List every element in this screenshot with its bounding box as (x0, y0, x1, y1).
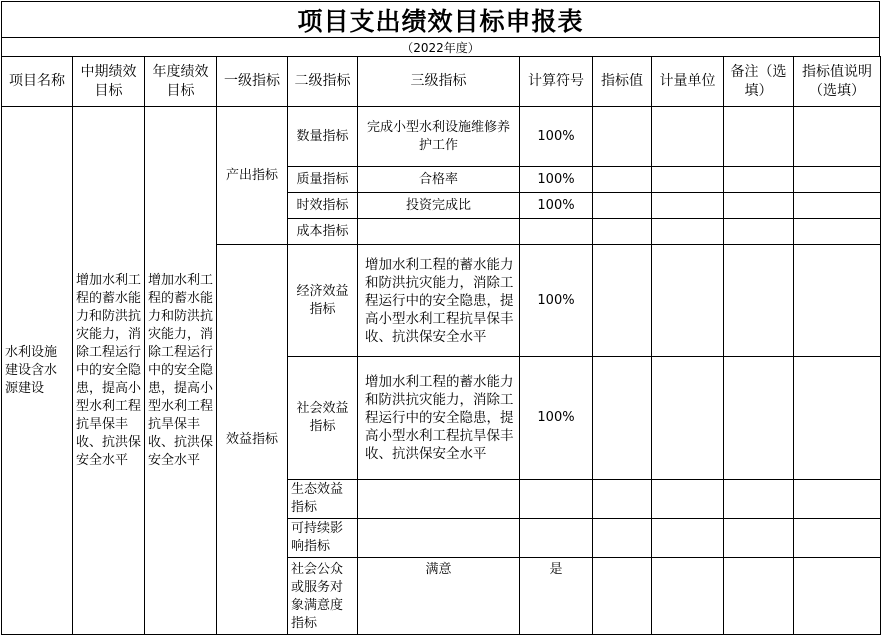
level3-cell: 完成小型水利设施维修养护工作 (358, 107, 520, 167)
remarks-cell[interactable] (724, 219, 794, 245)
unit-cell[interactable] (652, 193, 724, 219)
remarks-cell[interactable] (724, 519, 794, 558)
header-project-name: 项目名称 (2, 57, 73, 107)
remarks-cell[interactable] (724, 480, 794, 519)
level3-cell: 增加水利工程的蓄水能力和防洪抗灾能力，消除工程运行中的安全隐患，提高小型水利工程抗旱保丰收、抗洪保安全水平 (358, 245, 520, 357)
calc-symbol-cell (520, 219, 593, 245)
level2-cell: 社会公众或服务对象满意度指标 (288, 558, 358, 635)
value-note-cell[interactable] (794, 480, 881, 519)
form-year: （2022年度） (1, 37, 880, 57)
header-value-note: 指标值说明（选填） (794, 57, 881, 107)
header-annual-target: 年度绩效目标 (145, 57, 217, 107)
indicator-value-cell[interactable] (593, 193, 652, 219)
project-name-cell: 水利设施建设含水源建设 (2, 107, 73, 635)
level3-cell: 投资完成比 (358, 193, 520, 219)
indicator-value-cell[interactable] (593, 219, 652, 245)
remarks-cell[interactable] (724, 193, 794, 219)
value-note-cell[interactable] (794, 245, 881, 357)
remarks-cell[interactable] (724, 558, 794, 635)
table-row (2, 107, 881, 167)
unit-cell[interactable] (652, 107, 724, 167)
unit-cell[interactable] (652, 480, 724, 519)
level3-cell: 满意 (358, 558, 520, 635)
level2-cell: 时效指标 (288, 193, 358, 219)
level3-cell (358, 519, 520, 558)
header-unit: 计量单位 (652, 57, 724, 107)
level2-cell: 数量指标 (288, 107, 358, 167)
unit-cell[interactable] (652, 519, 724, 558)
indicator-value-cell[interactable] (593, 480, 652, 519)
level2-cell: 社会效益指标 (288, 357, 358, 480)
header-level1: 一级指标 (217, 57, 288, 107)
header-calc-symbol: 计算符号 (520, 57, 593, 107)
form-title: 项目支出绩效目标申报表 (1, 1, 880, 38)
level2-cell: 生态效益指标 (288, 480, 358, 519)
value-note-cell[interactable] (794, 519, 881, 558)
level2-cell: 质量指标 (288, 167, 358, 193)
calc-symbol-cell: 是 (520, 558, 593, 635)
value-note-cell[interactable] (794, 558, 881, 635)
calc-symbol-cell: 100% (520, 193, 593, 219)
unit-cell[interactable] (652, 167, 724, 193)
level2-cell: 成本指标 (288, 219, 358, 245)
indicator-value-cell[interactable] (593, 167, 652, 193)
level3-cell: 合格率 (358, 167, 520, 193)
value-note-cell[interactable] (794, 219, 881, 245)
header-row (2, 57, 881, 107)
header-remarks: 备注（选填） (724, 57, 794, 107)
level3-cell (358, 480, 520, 519)
unit-cell[interactable] (652, 357, 724, 480)
calc-symbol-cell: 100% (520, 357, 593, 480)
value-note-cell[interactable] (794, 193, 881, 219)
level3-cell (358, 219, 520, 245)
calc-symbol-cell (520, 480, 593, 519)
unit-cell[interactable] (652, 219, 724, 245)
unit-cell[interactable] (652, 558, 724, 635)
header-level2: 二级指标 (288, 57, 358, 107)
value-note-cell[interactable] (794, 357, 881, 480)
level3-cell: 增加水利工程的蓄水能力和防洪抗灾能力，消除工程运行中的安全隐患，提高小型水利工程抗旱保丰收、抗洪保安全水平 (358, 357, 520, 480)
performance-target-table (1, 56, 881, 635)
calc-symbol-cell: 100% (520, 245, 593, 357)
unit-cell[interactable] (652, 245, 724, 357)
remarks-cell[interactable] (724, 245, 794, 357)
header-mid-term-target: 中期绩效目标 (73, 57, 145, 107)
level2-cell: 可持续影响指标 (288, 519, 358, 558)
indicator-value-cell[interactable] (593, 558, 652, 635)
value-note-cell[interactable] (794, 107, 881, 167)
calc-symbol-cell: 100% (520, 107, 593, 167)
indicator-value-cell[interactable] (593, 245, 652, 357)
group-output-cell: 产出指标 (217, 107, 288, 245)
indicator-value-cell[interactable] (593, 107, 652, 167)
header-level3: 三级指标 (358, 57, 520, 107)
level2-cell: 经济效益指标 (288, 245, 358, 357)
indicator-value-cell[interactable] (593, 357, 652, 480)
remarks-cell[interactable] (724, 107, 794, 167)
annual-target-cell: 增加水利工程的蓄水能力和防洪抗灾能力，消除工程运行中的安全隐患，提高小型水利工程抗旱保丰收、抗洪保安全水平 (145, 107, 217, 635)
remarks-cell[interactable] (724, 167, 794, 193)
group-benefit-cell: 效益指标 (217, 245, 288, 635)
mid-term-target-cell: 增加水利工程的蓄水能力和防洪抗灾能力，消除工程运行中的安全隐患，提高小型水利工程抗旱保丰收、抗洪保安全水平 (73, 107, 145, 635)
remarks-cell[interactable] (724, 357, 794, 480)
indicator-value-cell[interactable] (593, 519, 652, 558)
calc-symbol-cell: 100% (520, 167, 593, 193)
header-indicator-value: 指标值 (593, 57, 652, 107)
value-note-cell[interactable] (794, 167, 881, 193)
calc-symbol-cell (520, 519, 593, 558)
